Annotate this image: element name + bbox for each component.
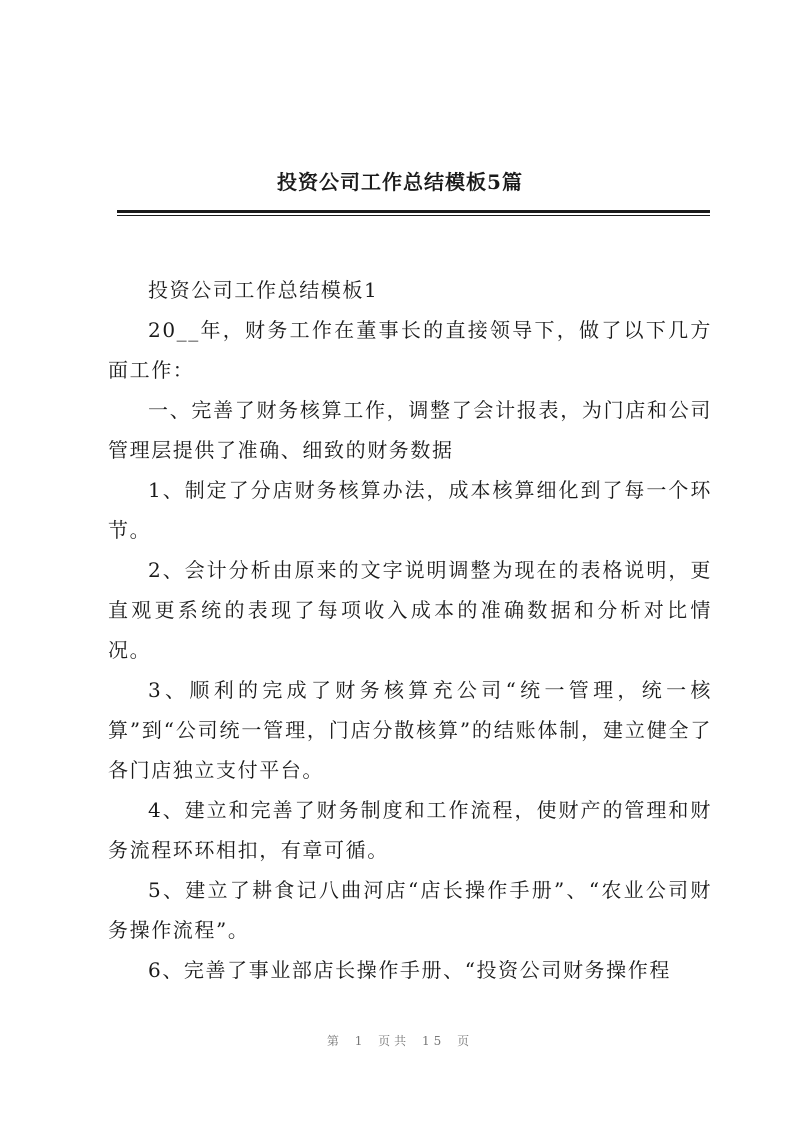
title-divider xyxy=(117,210,710,213)
footer-suffix: 页 xyxy=(457,1034,474,1048)
section-heading: 投资公司工作总结模板1 xyxy=(148,278,379,302)
title-divider-thin xyxy=(117,215,710,216)
paragraph: 一、完善了财务核算工作，调整了会计报表，为门店和公司管理层提供了准确、细致的财务数据 xyxy=(108,398,712,462)
document-body xyxy=(108,270,712,990)
paragraph: 5、建立了耕食记八曲河店“店长操作手册”、“农业公司财务操作流程”。 xyxy=(108,878,712,942)
footer-middle: 页共 xyxy=(378,1034,411,1048)
page-footer xyxy=(0,1032,800,1049)
paragraph: 3、顺利的完成了财务核算充公司“统一管理，统一核算”到“公司统一管理，门店分散核算”的结账体制，建立健全了各门店独立支付平台。 xyxy=(108,678,712,782)
paragraph: 20__年，财务工作在董事长的直接领导下，做了以下几方面工作： xyxy=(108,318,712,382)
paragraph: 1、制定了分店财务核算办法，成本核算细化到了每一个环节。 xyxy=(108,478,712,542)
paragraph: 2、会计分析由原来的文字说明调整为现在的表格说明，更直观更系统的表现了每项收入成本的准确数据和分析对比情况。 xyxy=(108,558,712,662)
paragraph: 4、建立和完善了财务制度和工作流程，使财产的管理和财务流程环环相扣，有章可循。 xyxy=(108,798,712,862)
document-title: 投资公司工作总结模板5篇 xyxy=(277,170,523,194)
footer-total-pages: 15 xyxy=(422,1034,446,1048)
footer-page-number: 1 xyxy=(354,1034,367,1048)
footer-prefix: 第 xyxy=(326,1034,343,1048)
paragraph: 6、完善了事业部店长操作手册、“投资公司财务操作程 xyxy=(148,958,671,982)
